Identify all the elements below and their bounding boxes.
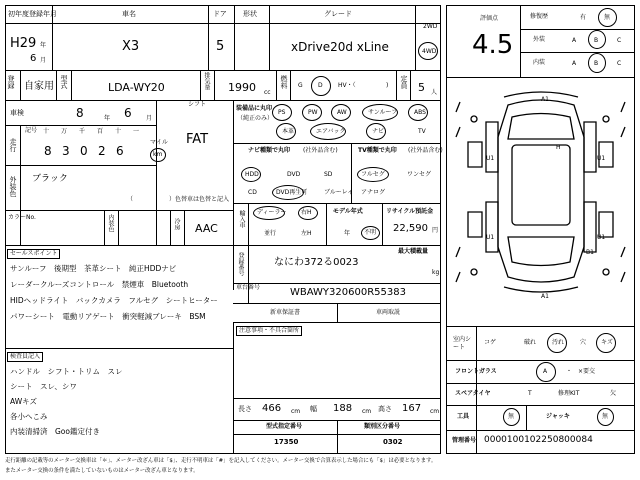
cc-unit: cc bbox=[264, 89, 271, 96]
tv-title-sub: (社外品含む) bbox=[408, 147, 443, 154]
front-glass-replace: ×要交 bbox=[578, 368, 596, 375]
registration-label: 登録 bbox=[7, 75, 15, 89]
ac-value: AAC bbox=[195, 222, 218, 235]
mileage-label: 走行 bbox=[9, 138, 17, 152]
seat-item: キズ bbox=[601, 339, 613, 346]
equipment-item: エアバック bbox=[316, 128, 346, 135]
type-designation-value: 17350 bbox=[274, 438, 299, 446]
exterior-c: C bbox=[617, 37, 622, 44]
tv-title: TV種類で丸印 bbox=[358, 147, 397, 154]
footer-line-2: またメーター交換の条件を満たしていないものはメーター改ざん車となります。 bbox=[5, 468, 199, 474]
capacity-value: 5 bbox=[418, 81, 425, 94]
nav-item: ブルーレイ bbox=[324, 189, 354, 196]
reg-no-label: 登録番号 bbox=[237, 252, 244, 276]
shift-value: FAT bbox=[186, 132, 209, 147]
model-value: LDA-WY20 bbox=[108, 81, 165, 94]
tv-item: アナログ bbox=[361, 189, 386, 196]
front-glass-a: A bbox=[543, 368, 548, 375]
diagram-u1-right-front: U1 bbox=[597, 155, 606, 162]
height-label: 高さ bbox=[378, 405, 392, 413]
model-year-label: モデル年式 bbox=[333, 208, 363, 215]
inspector-note-line: ハンドル シフト・トリム スレ bbox=[10, 367, 123, 376]
drive-4wd: 4WD bbox=[422, 48, 437, 55]
front-glass-label: フロントガラス bbox=[455, 368, 497, 375]
inspection-year-unit: 年 bbox=[104, 115, 111, 122]
mileage-memo-label: 記号 bbox=[25, 127, 38, 134]
seat-item: 汚れ bbox=[552, 339, 565, 346]
inspection-month: 6 bbox=[124, 106, 132, 120]
equipment-item: ABS bbox=[414, 109, 426, 116]
ac-label: 冷房 bbox=[173, 218, 180, 230]
vehicle-manual: 車両取説 bbox=[376, 309, 401, 316]
equipment-sub: （純正のみ） bbox=[237, 115, 274, 122]
car-body-diagram bbox=[446, 77, 635, 322]
max-load-kg: kg bbox=[432, 269, 440, 276]
score-label: 評価点 bbox=[480, 15, 499, 22]
interior-color-label: 内装色 bbox=[107, 214, 114, 232]
fuel-g: G bbox=[298, 82, 303, 89]
nav-item: SD bbox=[324, 171, 333, 178]
shift-label: シフト bbox=[188, 101, 207, 108]
length-value: 466 bbox=[262, 403, 282, 414]
grade-label: グレード bbox=[324, 10, 352, 18]
equipment-item: 本革 bbox=[282, 128, 295, 135]
exterior-a: A bbox=[572, 37, 577, 44]
notice-label: 注意事項・不具合箇所 bbox=[236, 326, 302, 336]
jack-value: 無 bbox=[602, 413, 609, 420]
repair-yes: 有 bbox=[580, 14, 587, 21]
color-label: 外装色 bbox=[9, 176, 17, 197]
registration-value: 自家用 bbox=[24, 81, 54, 92]
spare-missing: 欠 bbox=[610, 390, 617, 397]
spare-label: スペアタイヤ bbox=[455, 390, 491, 397]
inspector-note-line: AWキズ bbox=[10, 397, 37, 406]
seat-item: コゲ bbox=[484, 339, 497, 346]
import-label: 輸入車 bbox=[238, 210, 245, 228]
color-note: （ ）色替車は色替と記入 bbox=[127, 196, 230, 203]
mileage-digit: 0 bbox=[80, 144, 88, 158]
recycle-label: リサイクル預託金 bbox=[386, 208, 434, 215]
displacement-label: 排気量 bbox=[203, 72, 210, 90]
width-value: 188 bbox=[333, 403, 353, 414]
jack-label: ジャッキ bbox=[546, 413, 570, 420]
nav-item: DVD bbox=[287, 171, 301, 178]
sales-point-line: パワーシート 電動リアゲート 衝突軽減ブレーキ BSM bbox=[10, 312, 206, 321]
recycle-value: 22,590 bbox=[393, 223, 428, 234]
color-no-label: カラーNo. bbox=[8, 214, 36, 221]
mileage-digit: 8 bbox=[44, 144, 52, 158]
drive-2wd: 2WD bbox=[423, 23, 438, 30]
management-value: 0000100102250800084 bbox=[484, 435, 593, 445]
equipment-item: ナビ bbox=[372, 128, 385, 135]
inspector-note-line: シート スレ、シワ bbox=[10, 382, 77, 391]
fuel-hv: HV・（ bbox=[338, 82, 356, 89]
nav-title-sub: (社外品含む) bbox=[303, 147, 338, 154]
exterior-b: B bbox=[594, 37, 599, 44]
fuel-hv-close: ) bbox=[386, 82, 389, 89]
capacity-unit: 人 bbox=[431, 89, 438, 96]
recycle-yen: 円 bbox=[432, 227, 439, 234]
score-value: 4.5 bbox=[472, 30, 514, 60]
left-h-label: 左H bbox=[301, 230, 312, 237]
repair-label: 修復歴 bbox=[530, 13, 549, 20]
equipment-item: PS bbox=[278, 109, 286, 116]
door-label: ドア bbox=[213, 10, 227, 18]
category-label: 類別区分番号 bbox=[364, 423, 401, 430]
nav-title: ナビ種類で丸印 bbox=[248, 147, 291, 154]
mileage-unit: 十 bbox=[43, 128, 50, 135]
month-unit: 月 bbox=[40, 57, 47, 64]
displacement-value: 1990 bbox=[228, 81, 256, 94]
seat-item: 破れ bbox=[524, 339, 537, 346]
inspection-label: 車検 bbox=[10, 109, 24, 117]
management-label: 管理番号 bbox=[452, 437, 477, 444]
right-h-label: 右H bbox=[301, 209, 312, 216]
model-label: 型式 bbox=[60, 75, 68, 89]
repair-no: 無 bbox=[604, 14, 611, 21]
equipment-title: 装備品に丸印 bbox=[236, 105, 273, 112]
reg-no-value: なにわ372る0023 bbox=[274, 257, 359, 268]
type-designation-label: 型式指定番号 bbox=[266, 423, 303, 430]
category-value: 0302 bbox=[383, 438, 403, 446]
tools-label: 工具 bbox=[457, 413, 470, 420]
dealer-label: ディーラー bbox=[257, 209, 287, 216]
km-label: km bbox=[153, 151, 163, 158]
interior-seat-label: 室内シート bbox=[453, 336, 472, 351]
diagram-h: H bbox=[556, 144, 561, 151]
unknown-label: 不明 bbox=[364, 229, 377, 236]
inspector-note-line: 内装清掃済 Goo鑑定付き bbox=[10, 427, 100, 436]
new-car-warranty: 新車保証書 bbox=[270, 309, 301, 316]
mileage-unit: 百 bbox=[97, 128, 104, 135]
interior-c: C bbox=[617, 60, 622, 67]
inspector-notes-label: 検査員記入 bbox=[7, 352, 43, 362]
model-year-suffix: 年 bbox=[344, 230, 351, 237]
mileage-unit: 十 bbox=[115, 128, 122, 135]
diagram-u1-right-rear: U1 bbox=[597, 234, 606, 241]
nav-item: HDD bbox=[245, 171, 259, 178]
first-reg-label: 初年度登録年月 bbox=[8, 10, 57, 18]
length-label: 長さ bbox=[238, 405, 252, 413]
seat-item: 穴 bbox=[580, 339, 587, 346]
diagram-a1-bottom: A1 bbox=[541, 293, 549, 300]
mileage-digit: 2 bbox=[98, 144, 106, 158]
car-name-label: 車名 bbox=[122, 10, 136, 18]
fuel-d: D bbox=[318, 82, 323, 89]
sales-point-line: レーダークルーズコントロール 禁煙車 Bluetooth bbox=[10, 280, 189, 289]
capacity-label: 定員 bbox=[400, 75, 408, 89]
mile-label: マイル bbox=[150, 139, 168, 146]
diagram-a1-top: A1 bbox=[541, 96, 549, 103]
year-unit: 年 bbox=[40, 42, 47, 49]
chassis-label: 車台番号 bbox=[236, 284, 261, 291]
width-cm: cm bbox=[362, 408, 372, 415]
front-glass-dot: ・ bbox=[566, 368, 573, 375]
tv-item: フルセグ bbox=[361, 171, 385, 178]
equipment-item: AW bbox=[337, 109, 347, 116]
interior-b: B bbox=[594, 60, 599, 67]
interior-label: 内装 bbox=[533, 59, 546, 66]
interior-a: A bbox=[572, 60, 577, 67]
tv-item: ワンセグ bbox=[407, 171, 432, 178]
max-load-label: 最大積載量 bbox=[398, 248, 429, 255]
nav-item: DVD再生可 bbox=[276, 189, 308, 196]
equipment-item: PW bbox=[308, 109, 318, 116]
tools-value: 無 bbox=[508, 413, 515, 420]
car-name: X3 bbox=[122, 39, 140, 54]
mileage-digit: 3 bbox=[62, 144, 70, 158]
first-reg-month: 6 bbox=[30, 53, 37, 64]
sales-point-line: サンルーフ 後期型 茶革シート 純正HDDナビ bbox=[10, 264, 177, 273]
footer-line-1: 走行距離の記載等のメーター交換車は「＊」、メーター改ざん車は「$」、走行不明車は「#」を記入してください。メーター交換で合算表示した場合にも「$」は必要となります。 bbox=[5, 458, 437, 464]
height-cm: cm bbox=[430, 408, 440, 415]
sales-point-line: HIDヘッドライト バックカメラ フルセグ シートヒーター bbox=[10, 296, 218, 305]
type-label: 形状 bbox=[243, 10, 257, 18]
equipment-item: サンルーフ bbox=[368, 109, 398, 116]
mileage-unit: 一 bbox=[133, 128, 140, 135]
parallel-label: 並行 bbox=[264, 230, 277, 237]
width-label: 幅 bbox=[310, 405, 317, 413]
grade-value: xDrive20d xLine bbox=[291, 40, 389, 54]
door-count: 5 bbox=[216, 39, 225, 54]
spare-t: T bbox=[528, 390, 532, 397]
fuel-label: 燃料 bbox=[280, 75, 288, 89]
diagram-u1-left-front: U1 bbox=[486, 155, 495, 162]
exterior-label: 外装 bbox=[533, 36, 546, 43]
inspection-month-unit: 月 bbox=[146, 115, 153, 122]
inspection-year: 8 bbox=[76, 106, 84, 120]
chassis-value: WBAWY320600R55383 bbox=[290, 287, 406, 298]
sales-points-label: セールスポイント bbox=[7, 249, 60, 259]
first-reg-year: H29 bbox=[10, 36, 37, 51]
color-value: ブラック bbox=[32, 174, 68, 184]
mileage-unit: 千 bbox=[79, 128, 86, 135]
equipment-item: TV bbox=[418, 128, 426, 135]
diagram-b1: B1 bbox=[586, 249, 594, 256]
height-value: 167 bbox=[402, 403, 422, 414]
spare-repair-kit: 修理KIT bbox=[558, 390, 580, 397]
mileage-unit: 万 bbox=[61, 128, 68, 135]
inspector-note-line: 各小へこみ bbox=[10, 412, 48, 421]
mileage-digit: 6 bbox=[116, 144, 124, 158]
nav-item: CD bbox=[248, 189, 257, 196]
length-cm: cm bbox=[291, 408, 301, 415]
diagram-u1-left-rear: U1 bbox=[486, 234, 495, 241]
